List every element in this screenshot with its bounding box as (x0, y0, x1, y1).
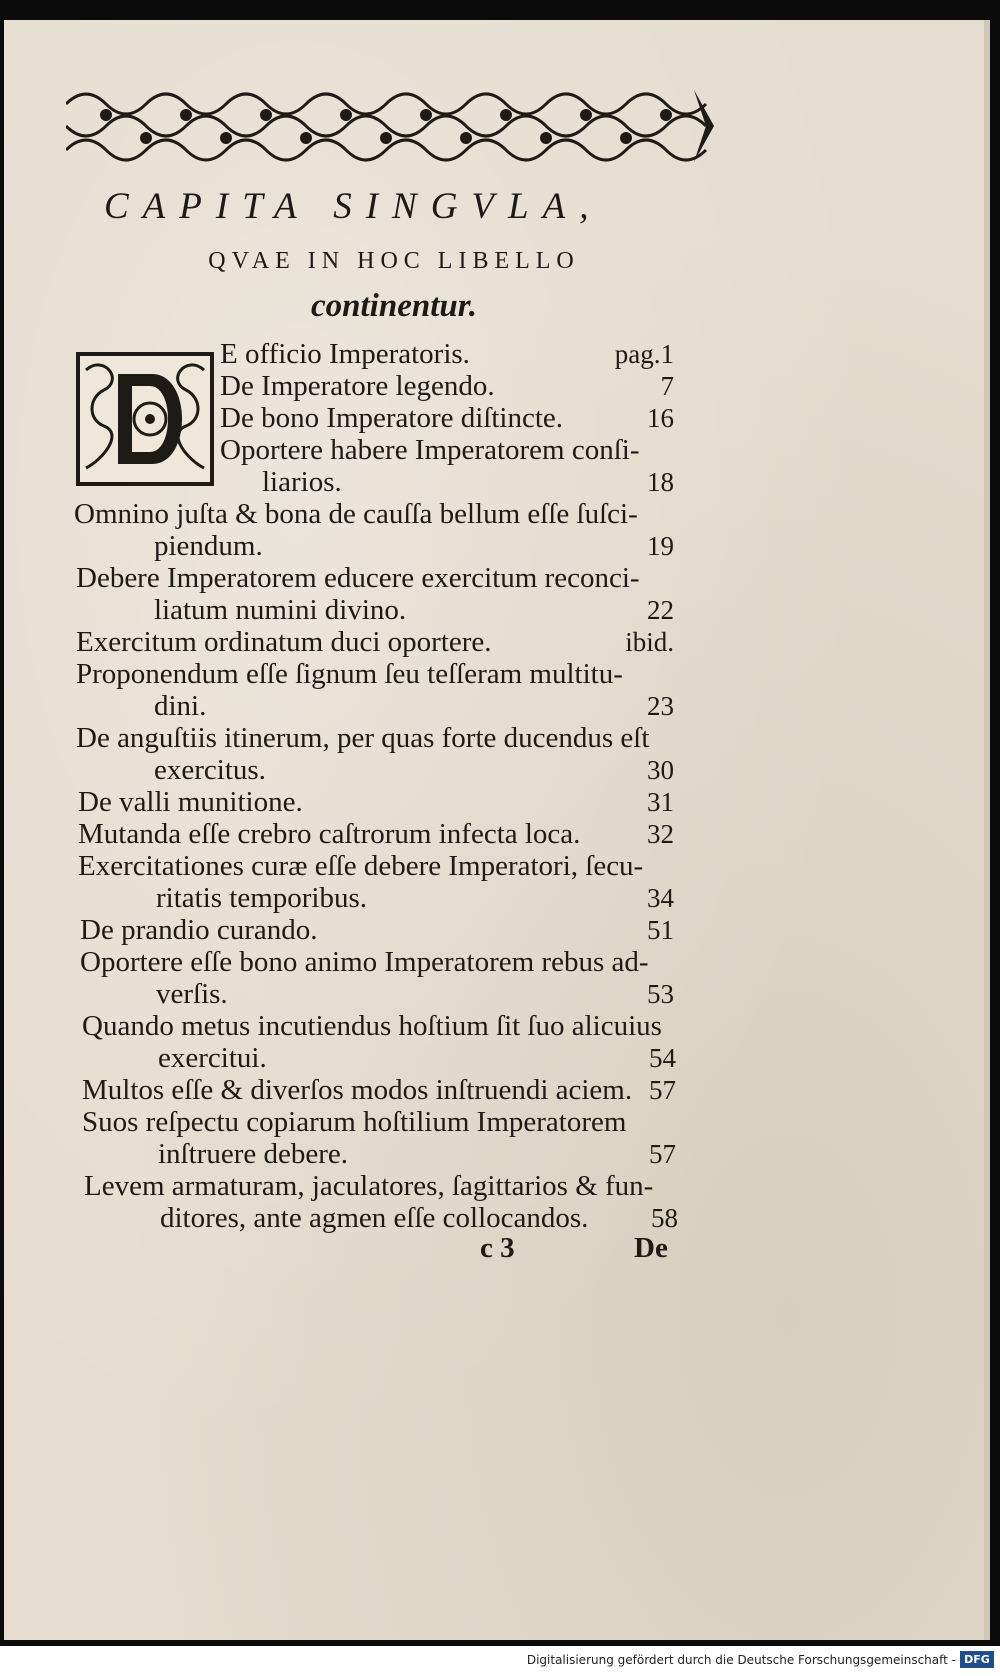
toc-page: 22 (647, 595, 674, 625)
toc-page: 34 (647, 883, 674, 913)
book-page (4, 20, 990, 1640)
toc-entry: Debere Imperatorem educere exercitum reconci- (76, 562, 640, 594)
toc-entry: De Imperatore legendo. (220, 370, 495, 402)
toc-entry: ritatis temporibus. (156, 882, 368, 914)
toc-entry: liatum numini divino. (154, 594, 407, 626)
page-subtitle: QVAE IN HOC LIBELLO (208, 248, 580, 274)
toc-entry: dini. (154, 690, 207, 722)
toc-page: ibid. (625, 627, 674, 657)
toc-entry: Suos reſpectu copiarum hoſtilium Imperatorem (82, 1106, 627, 1138)
toc-entry: Exercitum ordinatum duci oportere. (76, 626, 492, 658)
catchword: De (634, 1232, 668, 1264)
toc-entry: Exercitationes curæ eſſe debere Imperatori, ſecu- (78, 850, 644, 882)
toc-page: 58 (651, 1203, 678, 1233)
page-subtitle-italic: continentur. (311, 288, 477, 324)
toc-entry: inſtruere debere. (158, 1138, 349, 1170)
toc-page: pag.1 (614, 339, 674, 369)
decorated-initial-d-icon (74, 350, 216, 488)
toc-page: 57 (649, 1075, 676, 1105)
toc-entry: liarios. (262, 466, 342, 498)
toc-page: 32 (647, 819, 674, 849)
toc-entry: Proponendum eſſe ſignum ſeu teſſeram multitu- (76, 658, 623, 690)
toc-entry: De valli munitione. (78, 786, 303, 818)
ornamental-border (66, 80, 716, 172)
signature-mark: c 3 (480, 1232, 515, 1264)
toc-page: 54 (649, 1043, 676, 1073)
toc-page: 7 (660, 371, 674, 401)
dfg-logo: DFG (960, 1651, 994, 1668)
toc-page: 31 (647, 787, 674, 817)
toc-entry: De bono Imperatore diſtincte. (220, 402, 564, 434)
digitization-footer (0, 1646, 1000, 1676)
toc-page: 23 (647, 691, 674, 721)
toc-page: 30 (647, 755, 674, 785)
toc-entry: De anguſtiis itinerum, per quas forte ducendus eſt (76, 722, 650, 754)
toc-entry: De prandio curando. (80, 914, 318, 946)
toc-entry: exercitui. (158, 1042, 267, 1074)
toc-page: 18 (647, 467, 674, 497)
toc-entry: Oportere habere Imperatorem conſi- (220, 434, 640, 466)
toc-page: 16 (647, 403, 674, 433)
toc-entry: Levem armaturam, jaculatores, ſagittarios & fun- (84, 1170, 654, 1202)
toc-entry: ditores, ante agmen eſſe collocandos. (160, 1202, 589, 1234)
funding-credit: Digitalisierung gefördert durch die Deutsche Forschungsgemeinschaft - (526, 1653, 956, 1667)
toc-entry: exercitus. (154, 754, 266, 786)
toc-entry: Mutanda eſſe crebro caſtrorum infecta loca. (78, 818, 581, 850)
toc-entry: Omnino juſta & bona de cauſſa bellum eſſe ſuſci- (74, 498, 638, 530)
toc-page: 19 (647, 531, 674, 561)
toc-page: 51 (647, 915, 674, 945)
toc-entry: E officio Imperatoris. (220, 338, 470, 370)
toc-page: 53 (647, 979, 674, 1009)
toc-entry: piendum. (154, 530, 263, 562)
toc-page: 57 (649, 1139, 676, 1169)
toc-entry: verſis. (156, 978, 228, 1010)
toc-entry: Oportere eſſe bono animo Imperatorem rebus ad- (80, 946, 649, 978)
toc-entry: Multos eſſe & diverſos modos inſtruendi aciem. (82, 1074, 633, 1106)
page-title: CAPITA SINGVLA, (104, 186, 603, 227)
toc-entry: Quando metus incutiendus hoſtium ſit ſuo alicuius (82, 1010, 662, 1042)
